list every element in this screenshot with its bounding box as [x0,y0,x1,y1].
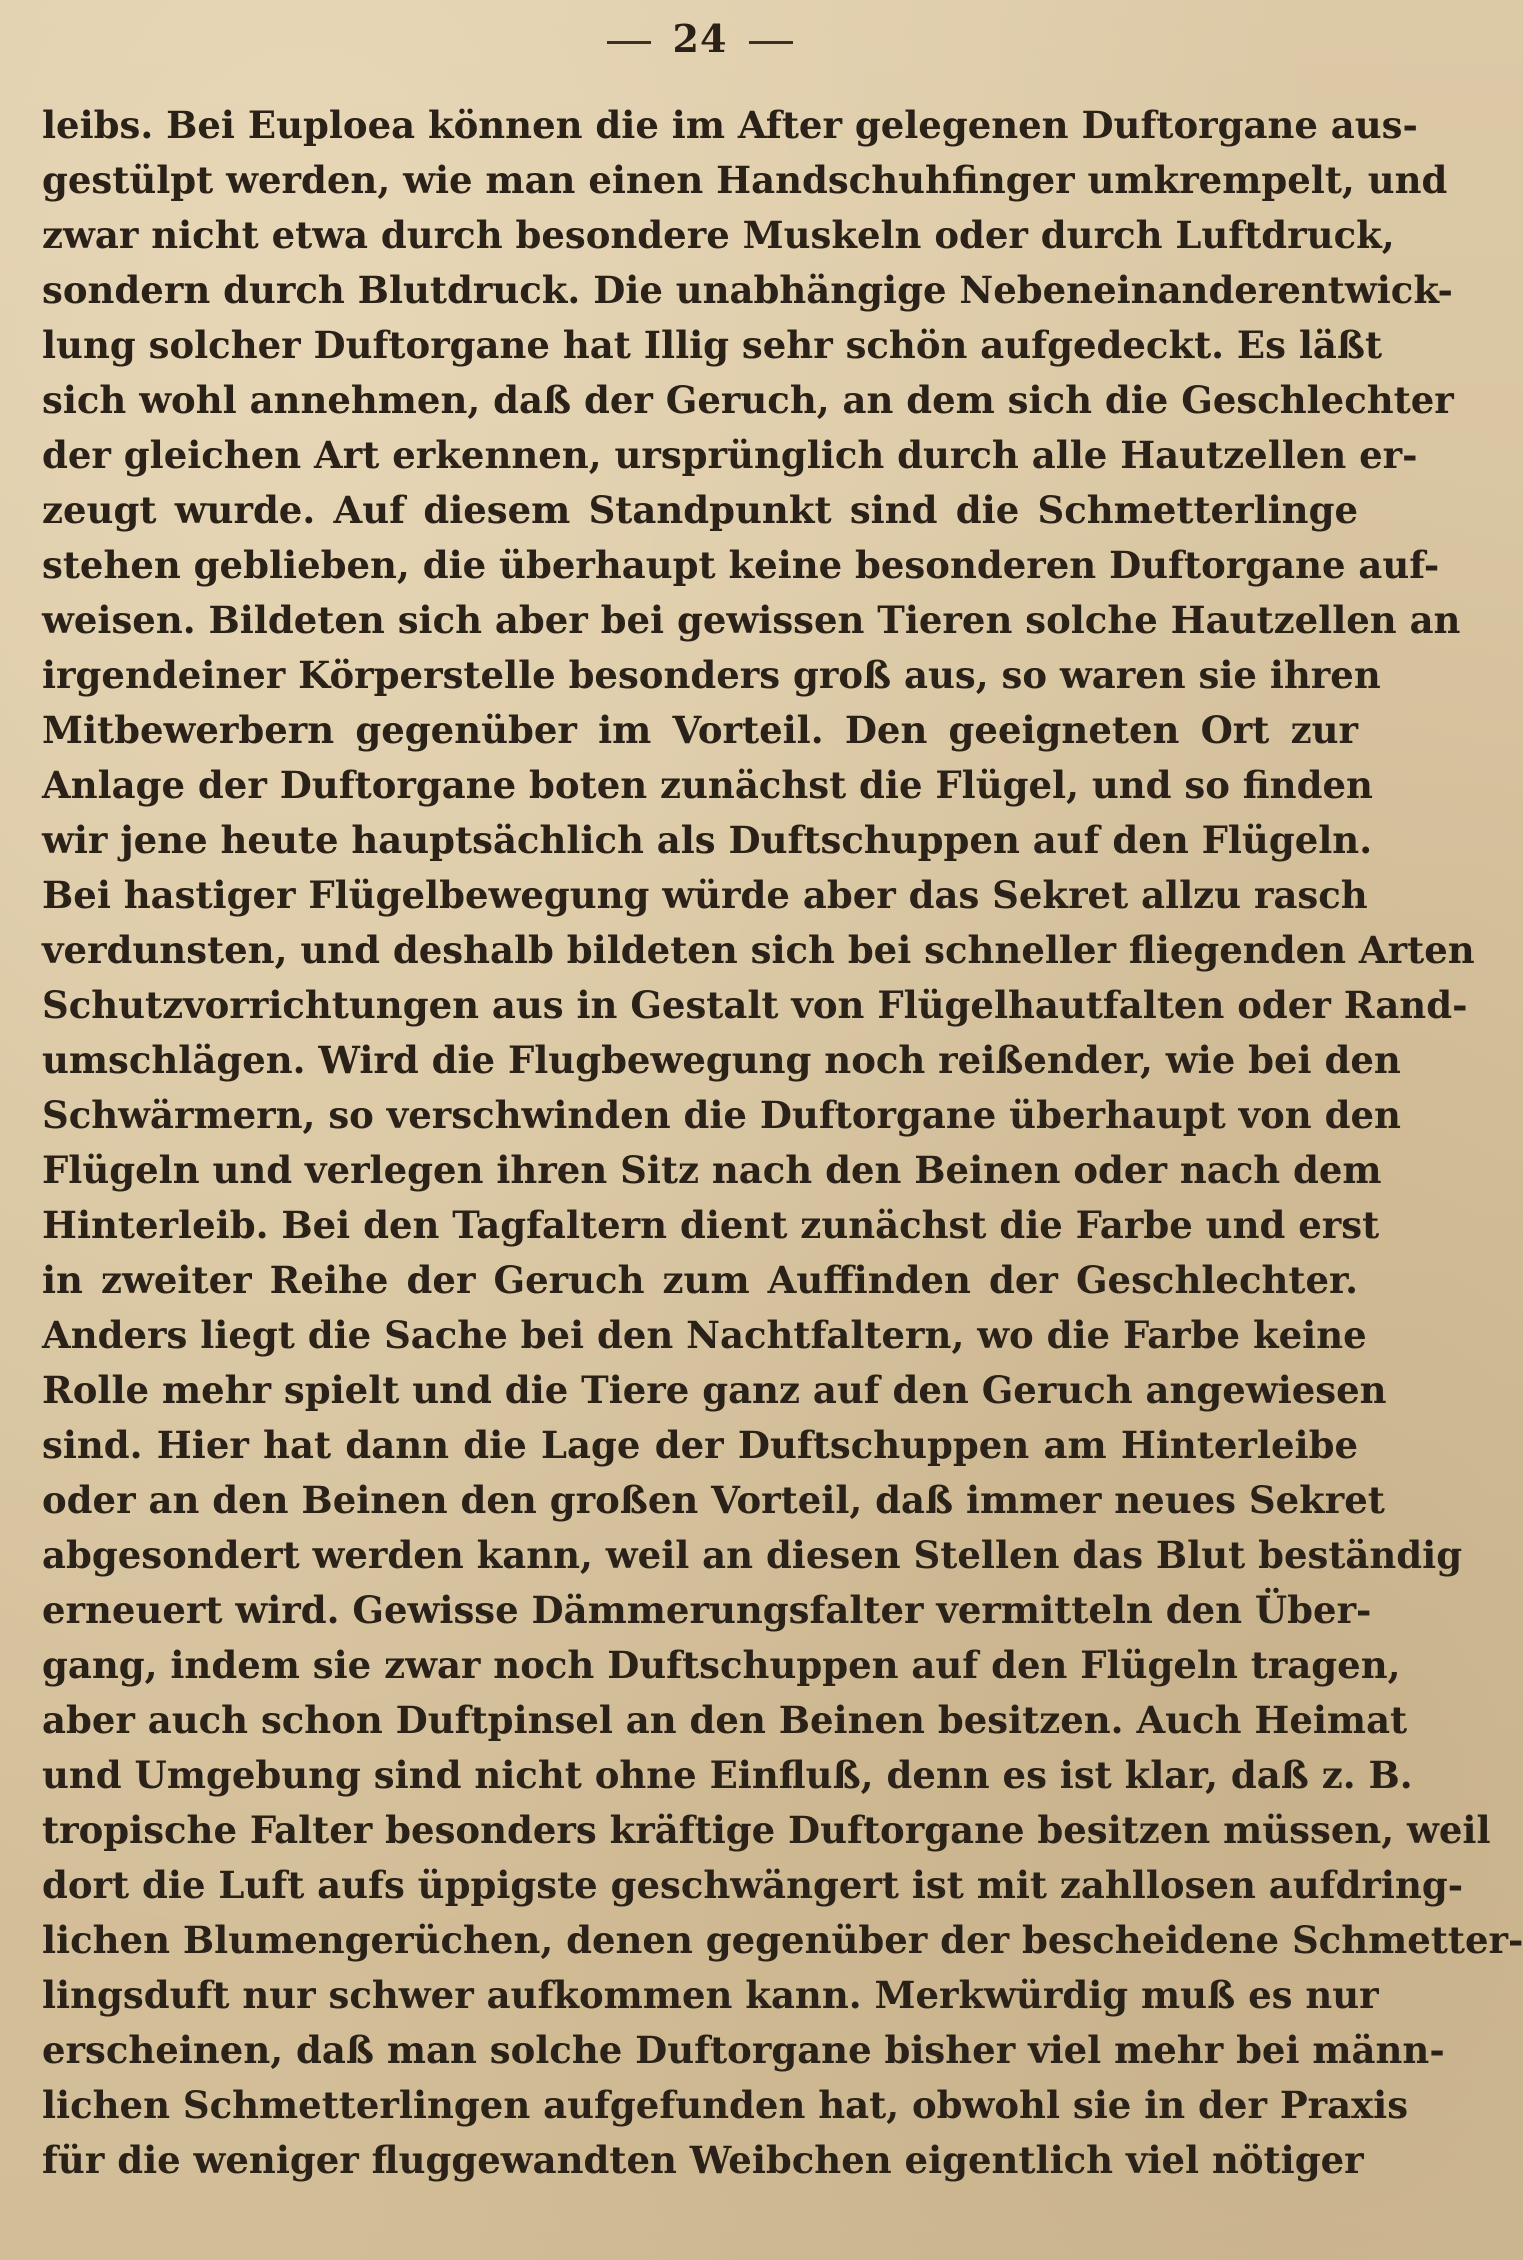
text-line: Rolle mehr spielt und die Tiere ganz auf den Geruch angewiesen [42,1368,1387,1412]
text-line: sich wohl annehmen, daß der Geruch, an dem sich die Geschlechter [42,378,1454,422]
text-line: in zweiter Reihe der Geruch zum Auffinden der Geschlechter. [42,1258,1358,1302]
header-dash-left [607,41,651,44]
text-line: zwar nicht etwa durch besondere Muskeln oder durch Luftdruck, [42,213,1395,257]
page-header [0,14,1400,64]
text-line: erscheinen, daß man solche Duftorgane bisher viel mehr bei männ- [42,2028,1445,2072]
text-line: erneuert wird. Gewisse Dämmerungsfalter vermitteln den Über- [42,1588,1372,1632]
text-line: Schwärmern, so verschwinden die Duftorgane überhaupt von den [42,1093,1401,1137]
text-line: abgesondert werden kann, weil an diesen Stellen das Blut beständig [42,1533,1463,1577]
text-line: lichen Schmetterlingen aufgefunden hat, obwohl sie in der Praxis [42,2083,1409,2127]
text-line: sind. Hier hat dann die Lage der Duftschuppen am Hinterleibe [42,1423,1358,1467]
text-line: lung solcher Duftorgane hat Illig sehr schön aufgedeckt. Es läßt [42,323,1383,367]
text-line: der gleichen Art erkennen, ursprünglich durch alle Hautzellen er- [42,433,1418,477]
text-line: Hinterleib. Bei den Tagfaltern dient zunächst die Farbe und erst [42,1203,1380,1247]
text-line: oder an den Beinen den großen Vorteil, daß immer neues Sekret [42,1478,1385,1522]
text-line: lichen Blumengerüchen, denen gegenüber der bescheidene Schmetter- [42,1918,1523,1962]
text-line: weisen. Bildeten sich aber bei gewissen Tieren solche Hautzellen an [42,598,1461,642]
text-line: gang, indem sie zwar noch Duftschuppen auf den Flügeln tragen, [42,1643,1401,1687]
page-number: 24 [672,16,728,61]
text-line: Flügeln und verlegen ihren Sitz nach den Beinen oder nach dem [42,1148,1382,1192]
text-line: Anlage der Duftorgane boten zunächst die Flügel, und so finden [42,763,1373,807]
text-line: für die weniger fluggewandten Weibchen eigentlich viel nötiger [42,2138,1364,2182]
text-line: Mitbewerbern gegenüber im Vorteil. Den geeigneten Ort zur [42,708,1358,752]
text-line: und Umgebung sind nicht ohne Einfluß, denn es ist klar, daß z. B. [42,1753,1413,1797]
text-line: umschlägen. Wird die Flugbewegung noch reißender, wie bei den [42,1038,1401,1082]
text-line: aber auch schon Duftpinsel an den Beinen besitzen. Auch Heimat [42,1698,1408,1742]
text-line: leibs. Bei Euploea können die im After gelegenen Duftorgane aus- [42,103,1418,147]
text-line: verdunsten, und deshalb bildeten sich bei schneller fliegenden Arten [42,928,1475,972]
text-line: gestülpt werden, wie man einen Handschuhfinger umkrempelt, und [42,158,1448,202]
text-line: Bei hastiger Flügelbewegung würde aber das Sekret allzu rasch [42,873,1368,917]
text-line: tropische Falter besonders kräftige Duftorgane besitzen müssen, weil [42,1808,1491,1852]
text-line: zeugt wurde. Auf diesem Standpunkt sind die Schmetterlinge [42,488,1358,532]
body-text [42,98,1523,2188]
text-line: stehen geblieben, die überhaupt keine besonderen Duftorgane auf- [42,543,1440,587]
header-dash-right [749,41,793,44]
text-line: dort die Luft aufs üppigste geschwängert ist mit zahllosen aufdring- [42,1863,1464,1907]
text-line: irgendeiner Körperstelle besonders groß aus, so waren sie ihren [42,653,1381,697]
text-line: Anders liegt die Sache bei den Nachtfaltern, wo die Farbe keine [42,1313,1367,1357]
text-line: lingsduft nur schwer aufkommen kann. Merkwürdig muß es nur [42,1973,1379,2017]
text-line: Schutzvorrichtungen aus in Gestalt von Flügelhautfalten oder Rand- [42,983,1468,1027]
text-line: wir jene heute hauptsächlich als Duftschuppen auf den Flügeln. [42,818,1373,862]
text-line: sondern durch Blutdruck. Die unabhängige Nebeneinanderentwick- [42,268,1453,312]
